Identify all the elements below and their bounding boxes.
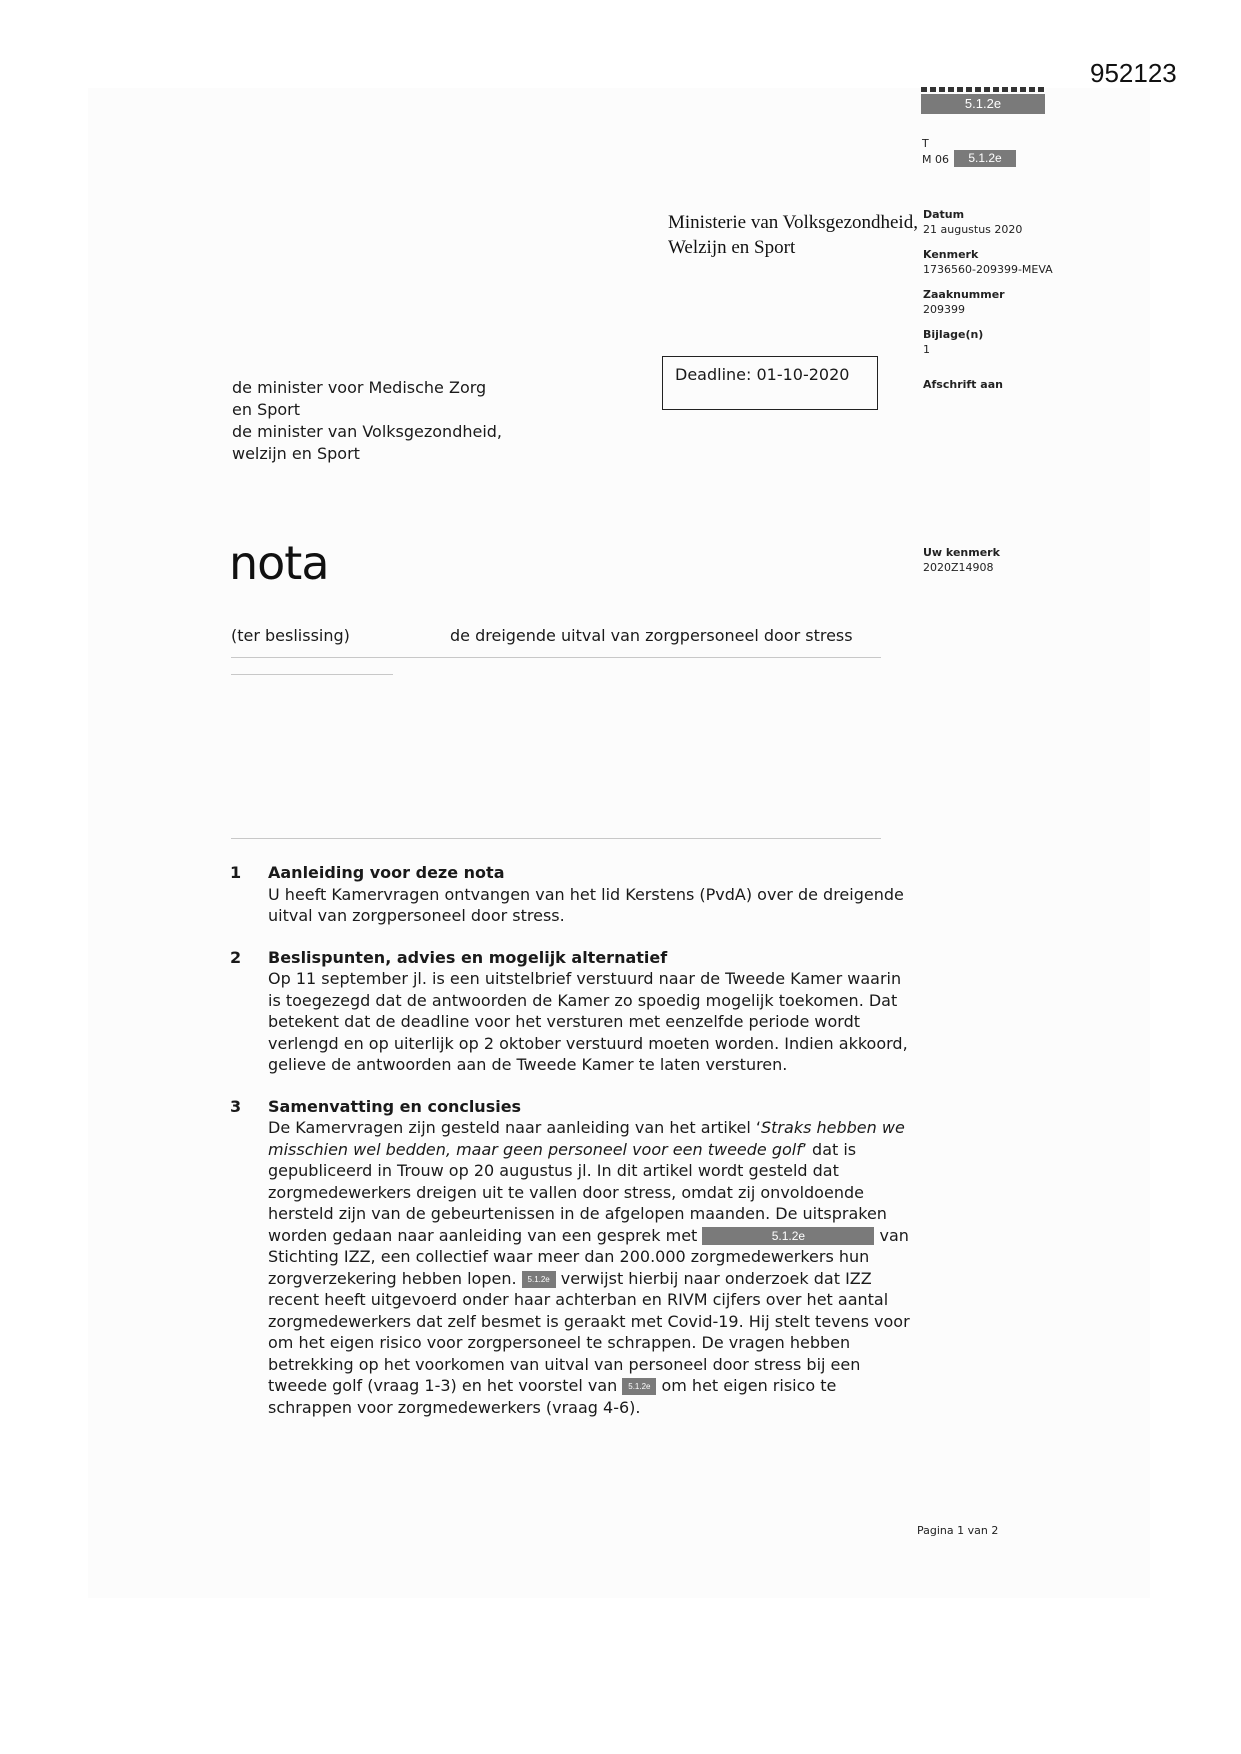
- addressee: [232, 377, 502, 465]
- addressee-line-2: en Sport: [232, 400, 301, 419]
- ministry-line-2: Welzijn en Sport: [668, 237, 796, 258]
- phone-m-label: M 06: [922, 153, 949, 166]
- uw-kenmerk-label: Uw kenmerk: [923, 546, 1000, 559]
- addressee-line-4: welzijn en Sport: [232, 444, 360, 463]
- datum-value: 21 augustus 2020: [923, 223, 1023, 236]
- meta-block: [923, 207, 1053, 392]
- section-heading: Samenvatting en conclusies: [268, 1096, 522, 1116]
- document-type-title: nota: [229, 536, 329, 590]
- addressee-line-3: de minister van Volksgezondheid,: [232, 422, 503, 441]
- cropped-header-text: [921, 84, 1045, 92]
- kenmerk-label: Kenmerk: [923, 248, 979, 261]
- uw-kenmerk-block: [923, 545, 1000, 575]
- body-text: van Stichting IZZ, een collectief waar meer dan 200.000 zorgmedewerkers hun zorgverzekering hebben lopen.: [268, 1225, 909, 1288]
- uw-kenmerk-value: 2020Z14908: [923, 561, 994, 574]
- phone-redaction: 5.1.2e: [954, 150, 1016, 167]
- section-body: [268, 1117, 910, 1418]
- document-number: 952123: [1090, 58, 1177, 88]
- sections: [230, 862, 910, 1438]
- redaction-block: 5.1.2e: [522, 1271, 556, 1288]
- section-heading: Aanleiding voor deze nota: [268, 863, 505, 882]
- body-text: De Kamervragen zijn gesteld naar aanleiding van het artikel ‘: [268, 1118, 761, 1137]
- page-indicator: Pagina 1 van 2: [917, 1524, 999, 1537]
- deadline-box: Deadline: 01-10-2020: [662, 356, 878, 410]
- redaction-block: 5.1.2e: [921, 94, 1045, 114]
- document-kind: (ter beslissing): [231, 626, 350, 645]
- section-number: 1: [230, 863, 242, 882]
- bijlage-value: 1: [923, 343, 930, 356]
- short-divider: [231, 674, 393, 675]
- zaaknummer-label: Zaaknummer: [923, 288, 1005, 301]
- content-divider: [231, 838, 881, 839]
- section-heading: Beslispunten, advies en mogelijk alternatief: [268, 947, 668, 967]
- subject-divider: [231, 657, 881, 658]
- body-text: om het eigen risico te schrappen voor zorgmedewerkers (vraag 4-6).: [268, 1376, 837, 1417]
- bijlage-label: Bijlage(n): [923, 328, 984, 341]
- ministry-letterhead: [668, 210, 921, 260]
- body-text: verwijst hierbij naar onderzoek dat IZZ recent heeft uitgevoerd onder haar achterban en RIVM cijfers over het aantal zorgmedewerkers dat zelf besmet is geraakt met Covid-19. Hij stelt tevens voor om het eigen risico voor zorgpersoneel te schrappen. De vragen hebben betrekking op het voorkomen van uitval van personeel door stress bij een tweede golf (vraag 1-3) en het voorstel van: [268, 1268, 910, 1395]
- phone-t-label: T: [922, 137, 929, 150]
- redaction-block: 5.1.2e: [702, 1227, 874, 1245]
- article-title: Straks hebben we misschien wel bedden, maar geen personeel voor een tweede golf: [268, 1118, 905, 1159]
- ministry-line-1: Ministerie van Volksgezondheid,: [668, 212, 918, 233]
- zaaknummer-value: 209399: [923, 303, 965, 316]
- afschrift-label: Afschrift aan: [923, 378, 1003, 391]
- section-1: [230, 862, 910, 927]
- addressee-line-1: de minister voor Medische Zorg: [232, 378, 487, 397]
- section-body: U heeft Kamervragen ontvangen van het lid Kerstens (PvdA) over de dreigende uitval van zorgpersoneel door stress.: [268, 884, 904, 925]
- section-3: [230, 1096, 910, 1419]
- datum-label: Datum: [923, 208, 965, 221]
- kenmerk-value: 1736560-209399-MEVA: [923, 263, 1053, 276]
- redaction-block: 5.1.2e: [622, 1378, 656, 1395]
- section-body: Op 11 september jl. is een uitstelbrief verstuurd naar de Tweede Kamer waarin is toegezegd dat de antwoorden de Kamer zo spoedig mogelijk toekomen. Dat betekent dat de deadline voor het versturen met eenzelfde periode wordt verlengd en op uiterlijk op 2 oktober verstuurd moeten worden. Indien akkoord, gelieve de antwoorden aan de Tweede Kamer te laten versturen.: [268, 969, 908, 1074]
- document-subject: de dreigende uitval van zorgpersoneel door stress: [450, 626, 853, 645]
- section-number: 3: [230, 1096, 242, 1116]
- section-2: [230, 947, 910, 1076]
- body-text: ’ dat is gepubliceerd in Trouw op 20 augustus jl. In dit artikel wordt gesteld dat zorgmedewerkers dreigen uit te vallen door stress, omdat zij onvoldoende hersteld zijn van de gebeurtenissen in de afgelopen maanden. De uitspraken worden gedaan naar aanleiding van een gesprek met: [268, 1139, 887, 1245]
- section-number: 2: [230, 947, 242, 967]
